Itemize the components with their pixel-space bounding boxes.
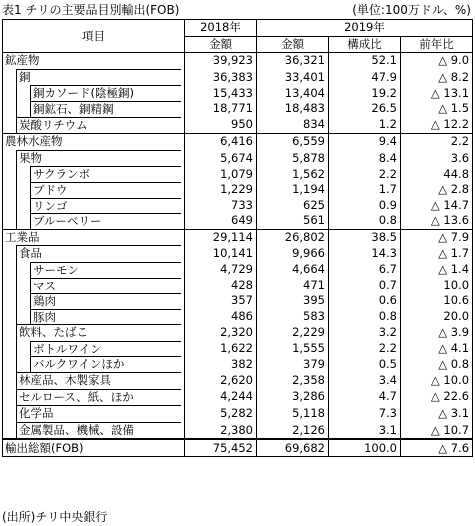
header-row-years — [3, 20, 473, 37]
cell-v2019: 834 — [257, 117, 329, 134]
table-caption: 表1 チリの主要品目別輸出(FOB) — [2, 3, 180, 17]
cell-v2019: 3,286 — [257, 389, 329, 406]
cell-v2019: 13,404 — [257, 85, 329, 101]
cell-yoy: △ 0.8 — [401, 356, 473, 372]
cell-yoy: △ 3.9 — [401, 324, 473, 341]
table-row — [3, 117, 473, 134]
row-label-text: 農林水産物 — [5, 134, 63, 149]
table-row — [3, 309, 473, 325]
table-row — [3, 182, 473, 198]
header-amount-2019: 金額 — [257, 36, 329, 53]
cell-v2018: 1,079 — [185, 166, 257, 182]
row-label — [3, 422, 185, 440]
cell-v2018: 357 — [185, 293, 257, 309]
cell-share: 0.7 — [329, 278, 401, 294]
row-label — [3, 389, 185, 406]
cell-share: 9.4 — [329, 134, 401, 150]
cell-v2019: 26,802 — [257, 229, 329, 245]
table-row — [3, 356, 473, 372]
header-yoy: 前年比 — [401, 36, 473, 53]
cell-share: 0.5 — [329, 356, 401, 372]
cell-share: 3.1 — [329, 422, 401, 440]
unit-note: (単位:100万ドル、%) — [352, 3, 471, 17]
cell-v2019: 1,562 — [257, 166, 329, 182]
cell-v2018: 6,416 — [185, 134, 257, 150]
table-row — [3, 101, 473, 117]
cell-yoy: 10.0 — [401, 278, 473, 294]
table-row — [3, 134, 473, 150]
row-label — [3, 166, 185, 182]
row-label-text: ブドウ — [33, 182, 68, 197]
row-label-text: 炭酸リチウム — [19, 117, 88, 132]
table-row — [3, 198, 473, 214]
cell-v2019: 36,321 — [257, 53, 329, 69]
row-label — [3, 85, 185, 101]
cell-v2018: 5,674 — [185, 150, 257, 167]
row-label-text: 金属製品、機械、設備 — [19, 422, 134, 437]
cell-v2018: 4,729 — [185, 262, 257, 278]
total-yoy: △ 7.6 — [401, 439, 473, 456]
cell-share: 3.4 — [329, 372, 401, 389]
cell-yoy: △ 8.2 — [401, 69, 473, 86]
total-row — [3, 439, 473, 456]
cell-v2019: 33,401 — [257, 69, 329, 86]
cell-v2019: 1,194 — [257, 182, 329, 198]
cell-yoy: 2.2 — [401, 134, 473, 150]
cell-v2018: 10,141 — [185, 245, 257, 262]
cell-share: 1.7 — [329, 182, 401, 198]
cell-v2019: 471 — [257, 278, 329, 294]
row-label — [3, 356, 185, 372]
cell-v2018: 2,380 — [185, 422, 257, 440]
table-row — [3, 150, 473, 167]
row-label — [3, 372, 185, 389]
row-label — [3, 341, 185, 357]
table-row — [3, 262, 473, 278]
table-row — [3, 53, 473, 69]
row-label-text: サーモン — [33, 262, 79, 277]
cell-yoy: 10.6 — [401, 293, 473, 309]
table-row — [3, 166, 473, 182]
row-label — [3, 134, 185, 150]
cell-yoy: △ 22.6 — [401, 389, 473, 406]
row-label — [3, 262, 185, 278]
cell-v2018: 649 — [185, 213, 257, 229]
cell-v2019: 18,483 — [257, 101, 329, 117]
cell-share: 3.2 — [329, 324, 401, 341]
cell-share: 2.2 — [329, 166, 401, 182]
row-label-text: サクランボ — [33, 167, 91, 182]
row-label-text: 果物 — [19, 150, 42, 165]
row-label-text: 林産品、木製家具 — [19, 373, 111, 388]
cell-v2018: 428 — [185, 278, 257, 294]
header-item: 項目 — [3, 20, 185, 53]
row-label — [3, 69, 185, 86]
table-row — [3, 389, 473, 406]
row-label — [3, 117, 185, 134]
row-label — [3, 293, 185, 309]
table-row — [3, 229, 473, 245]
table-row — [3, 213, 473, 229]
cell-v2018: 2,620 — [185, 372, 257, 389]
table-row — [3, 324, 473, 341]
cell-v2018: 5,282 — [185, 405, 257, 422]
row-label — [3, 150, 185, 167]
cell-v2019: 2,358 — [257, 372, 329, 389]
row-label-text: 銅カソード(陰極銅) — [33, 86, 134, 101]
cell-v2018: 39,923 — [185, 53, 257, 69]
row-label-text: 鶏肉 — [33, 294, 56, 309]
cell-v2019: 395 — [257, 293, 329, 309]
cell-share: 2.2 — [329, 341, 401, 357]
row-label-text: 工業品 — [5, 230, 40, 245]
cell-v2019: 4,664 — [257, 262, 329, 278]
row-label — [3, 101, 185, 117]
cell-share: 0.6 — [329, 293, 401, 309]
cell-v2018: 1,622 — [185, 341, 257, 357]
cell-v2019: 2,126 — [257, 422, 329, 440]
cell-share: 26.5 — [329, 101, 401, 117]
cell-v2019: 5,118 — [257, 405, 329, 422]
cell-share: 7.3 — [329, 405, 401, 422]
table-row — [3, 245, 473, 262]
cell-v2018: 29,114 — [185, 229, 257, 245]
cell-share: 4.7 — [329, 389, 401, 406]
cell-v2019: 625 — [257, 198, 329, 214]
total-label: 輸出総額(FOB) — [3, 439, 185, 456]
cell-yoy: △ 1.7 — [401, 245, 473, 262]
cell-yoy: △ 3.1 — [401, 405, 473, 422]
row-label — [3, 405, 185, 422]
cell-v2018: 2,320 — [185, 324, 257, 341]
row-label-text: マス — [33, 278, 56, 293]
cell-yoy: △ 10.7 — [401, 422, 473, 440]
table-row — [3, 69, 473, 86]
table-row — [3, 341, 473, 357]
total-v2018: 75,452 — [185, 439, 257, 456]
header-amount-2018: 金額 — [185, 36, 257, 53]
cell-v2018: 36,383 — [185, 69, 257, 86]
header-year-2019: 2019年 — [257, 20, 473, 37]
source-note: (出所)チリ中央銀行 — [2, 510, 108, 524]
row-label-text: 化学品 — [19, 406, 54, 421]
table-row — [3, 405, 473, 422]
row-label-text: 飲料、たばこ — [19, 325, 88, 340]
cell-v2019: 583 — [257, 309, 329, 325]
cell-share: 19.2 — [329, 85, 401, 101]
row-label-text: 食品 — [19, 246, 42, 261]
row-label — [3, 198, 185, 214]
table-row — [3, 293, 473, 309]
cell-yoy: △ 13.1 — [401, 85, 473, 101]
row-label — [3, 213, 185, 229]
cell-yoy: △ 2.8 — [401, 182, 473, 198]
cell-yoy: 20.0 — [401, 309, 473, 325]
cell-v2018: 950 — [185, 117, 257, 134]
export-table — [2, 19, 473, 457]
cell-share: 6.7 — [329, 262, 401, 278]
row-label-text: リンゴ — [33, 198, 68, 213]
cell-share: 0.8 — [329, 213, 401, 229]
cell-v2018: 4,244 — [185, 389, 257, 406]
row-label — [3, 182, 185, 198]
row-label-text: 銅 — [19, 69, 31, 84]
cell-yoy: △ 1.4 — [401, 262, 473, 278]
row-label-text: 鉱産物 — [5, 53, 40, 68]
cell-yoy: △ 1.5 — [401, 101, 473, 117]
cell-yoy: △ 9.0 — [401, 53, 473, 69]
row-label — [3, 278, 185, 294]
cell-v2019: 2,229 — [257, 324, 329, 341]
row-label — [3, 309, 185, 325]
cell-yoy: △ 4.1 — [401, 341, 473, 357]
row-label-text: バルクワインほか — [33, 357, 125, 372]
table-row — [3, 85, 473, 101]
table-row — [3, 422, 473, 440]
row-label — [3, 324, 185, 341]
cell-yoy: △ 7.9 — [401, 229, 473, 245]
row-label-text: セルロース、紙、ほか — [19, 389, 134, 404]
cell-yoy: △ 13.6 — [401, 213, 473, 229]
cell-share: 1.2 — [329, 117, 401, 134]
cell-yoy: 44.8 — [401, 166, 473, 182]
cell-v2019: 5,878 — [257, 150, 329, 167]
cell-v2018: 15,433 — [185, 85, 257, 101]
cell-v2019: 9,966 — [257, 245, 329, 262]
cell-yoy: △ 10.0 — [401, 372, 473, 389]
row-label-text: ブルーベリー — [33, 214, 102, 229]
row-label — [3, 53, 185, 69]
table-row — [3, 278, 473, 294]
total-share: 100.0 — [329, 439, 401, 456]
cell-yoy: △ 14.7 — [401, 198, 473, 214]
total-v2019: 69,682 — [257, 439, 329, 456]
cell-v2018: 382 — [185, 356, 257, 372]
cell-share: 52.1 — [329, 53, 401, 69]
row-label-text: 豚肉 — [33, 309, 56, 324]
cell-v2019: 1,555 — [257, 341, 329, 357]
cell-share: 47.9 — [329, 69, 401, 86]
table-row — [3, 372, 473, 389]
cell-share: 0.9 — [329, 198, 401, 214]
row-label — [3, 229, 185, 245]
cell-share: 0.8 — [329, 309, 401, 325]
cell-v2018: 733 — [185, 198, 257, 214]
row-label-text: ボトルワイン — [33, 341, 102, 356]
cell-share: 14.3 — [329, 245, 401, 262]
cell-v2018: 486 — [185, 309, 257, 325]
table-body — [3, 53, 473, 457]
cell-yoy: △ 12.2 — [401, 117, 473, 134]
cell-share: 38.5 — [329, 229, 401, 245]
cell-yoy: 3.6 — [401, 150, 473, 167]
row-label — [3, 245, 185, 262]
row-label-text: 銅鉱石、銅精鋼 — [33, 101, 114, 116]
cell-share: 8.4 — [329, 150, 401, 167]
cell-v2019: 6,559 — [257, 134, 329, 150]
header-share: 構成比 — [329, 36, 401, 53]
cell-v2019: 561 — [257, 213, 329, 229]
cell-v2019: 379 — [257, 356, 329, 372]
header-year-2018: 2018年 — [185, 20, 257, 37]
cell-v2018: 18,771 — [185, 101, 257, 117]
cell-v2018: 1,229 — [185, 182, 257, 198]
